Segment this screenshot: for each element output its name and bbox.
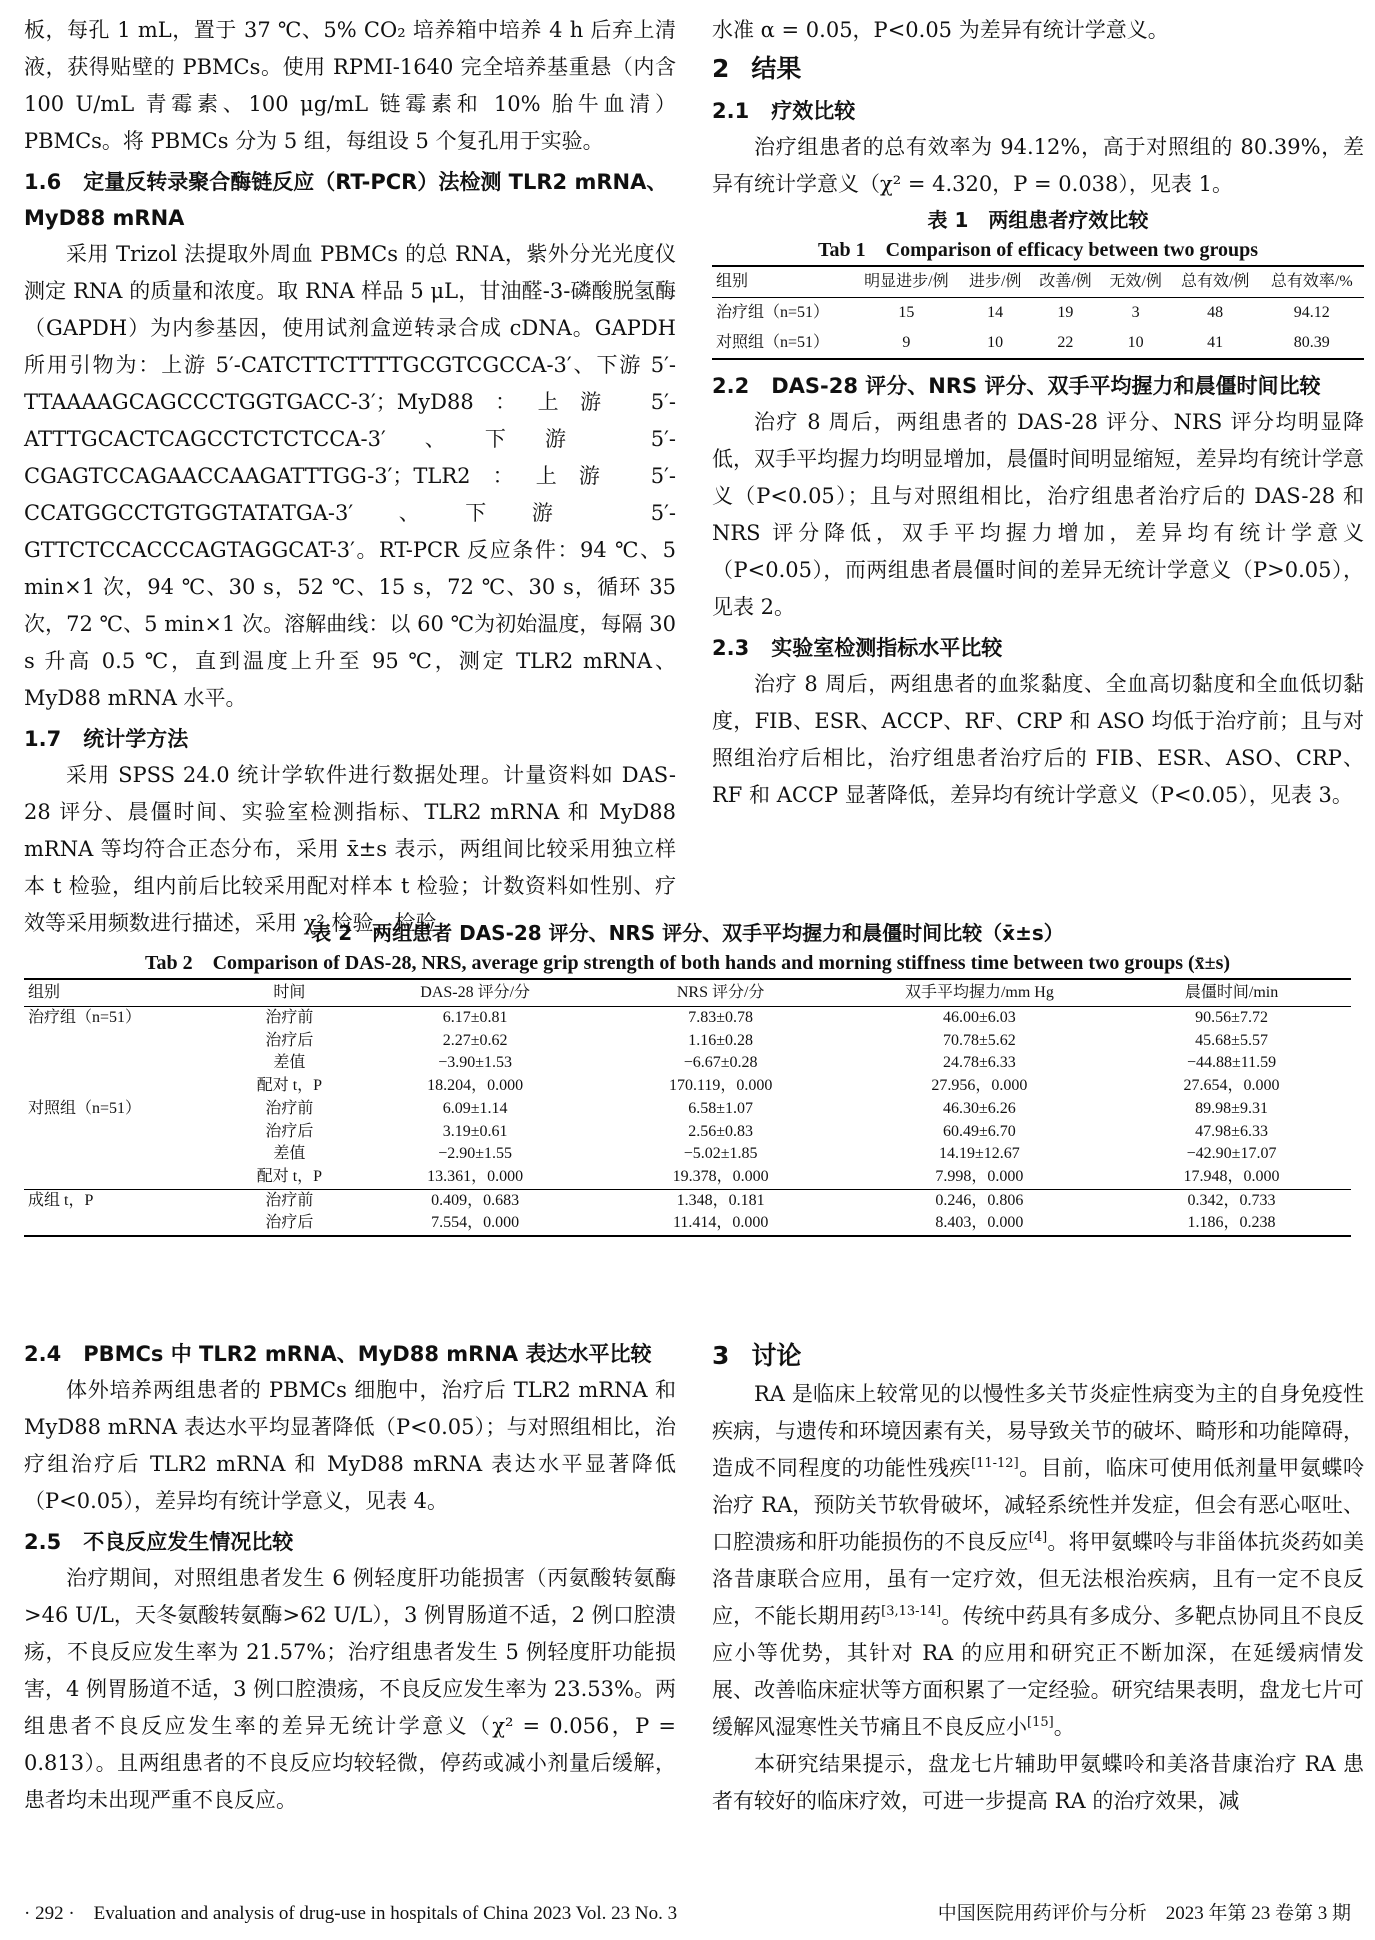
table-cell: 成组 t，P [24, 1189, 223, 1212]
table-cell: 治疗组（n=51） [716, 304, 830, 321]
paragraph-adverse-reactions: 治疗期间，对照组患者发生 6 例轻度肝功能损害（丙氨酸转氨酶>46 U/L，天冬氨酸转氨酶>62 U/L），3 例胃肠道不适，2 例口腔溃疡，不良反应发生率为 21.57%；治疗组患者发生 5 例轻度肝功能损害，4 例胃肠道不适，3 例口腔溃疡，不良反应发生率为 23.53%。两组患者不良反应发生率的差异无统计学意义（χ² = 0.056，P = 0.813）。且两组患者的不良反应均较轻微，停药或减小剂量后缓解，患者均未出现严重不良反应。 [24, 1566, 676, 1812]
right-column-top [712, 12, 1364, 814]
table-cell: 15 [898, 304, 915, 321]
table-1-caption-cn: 表 1 两组患者疗效比较 [927, 208, 1149, 232]
table-cell [24, 1143, 223, 1166]
table-row [24, 1052, 1351, 1075]
section-title: 讨论 [751, 1341, 802, 1370]
table-cell: −44.88±11.59 [1186, 1054, 1277, 1072]
table-cell: 对照组（n=51） [716, 334, 830, 351]
table-cell: 6.58±1.07 [688, 1099, 754, 1117]
table-header-cell: DAS-28 评分/分 [356, 979, 595, 1007]
section-number: 2.2 [712, 374, 750, 398]
paragraph-rt-pcr: 采用 Trizol 法提取外周血 PBMCs 的总 RNA，紫外分光光度仪测定 RNA 的质量和浓度。取 RNA 样品 5 μL，甘油醛-3-磷酸脱氢酶（GAPDH）为内参基因，使用试剂盒逆转录合成 cDNA。GAPDH 所用引物为：上游 5′-CATCTTCTTTTGCGTCGCCA-3′、下游 5′-TTAAAAGCAGCCCTGGTGACC-3′；MyD88：上游 5′-ATTTGCACTCAGCCTCTCTCCA-3′、下游 5′-CGAGTCCAGAACCAAGATTTGG-3′；TLR2：上游 5′-CCATGGCCTGTGGTATATGA-3′、下游 5′-GTTCTCCACCCAGTAGGCAT-3′。RT-PCR 反应条件：94 ℃、5 min×1 次，94 ℃、30 s，52 ℃、15 s，72 ℃、30 s，循环 35 次，72 ℃、5 min×1 次。溶解曲线：以 60 ℃为初始温度，每隔 30 s 升高 0.5 ℃，直到温度上升至 95 ℃，测定 TLR2 mRNA、MyD88 mRNA 水平。 [24, 242, 676, 710]
table-header-cell: 总有效率/% [1260, 266, 1364, 298]
table-cell: 19.378，0.000 [672, 1167, 769, 1185]
section-heading-2-5 [24, 1524, 676, 1560]
table-cell: 10 [987, 334, 1004, 351]
table-cell: 治疗前 [265, 1009, 314, 1026]
table-row [712, 298, 1364, 329]
table-cell: −42.90±17.07 [1186, 1145, 1277, 1163]
section-number: 2.4 [24, 1342, 62, 1366]
section-number: 3 [712, 1341, 730, 1370]
paragraph-lab-results: 治疗 8 周后，两组患者的血浆黏度、全血高切黏度和全血低切黏度，FIB、ESR、ACCP、RF、CRP 和 ASO 均低于治疗前；且与对照组治疗后相比，治疗组患者治疗后的 FIB、ESR、ASO、CRP、RF 和 ACCP 显著降低，差异均有统计学意义（P<0.05），见表 3。 [712, 672, 1364, 807]
citation-ref: [3,13-14] [881, 1604, 942, 1619]
table-header-cell: 组别 [24, 979, 223, 1007]
table-cell [24, 1166, 223, 1189]
table-cell: −5.02±1.85 [683, 1145, 758, 1163]
table-header-cell: 无效/例 [1101, 266, 1171, 298]
table-cell: 46.30±6.26 [943, 1099, 1016, 1117]
table-cell: 90.56±7.72 [1195, 1009, 1268, 1026]
table-2 [24, 918, 1351, 1237]
table-cell: −3.90±1.53 [438, 1054, 513, 1072]
table-cell: 9 [902, 334, 911, 351]
section-heading-3 [712, 1336, 1364, 1376]
citation-ref: [15] [1027, 1715, 1054, 1730]
paragraph-efficacy: 治疗组患者的总有效率为 94.12%，高于对照组的 80.39%，差异有统计学意义（χ² = 4.320，P = 0.038），见表 1。 [712, 135, 1364, 196]
table-cell: 89.98±9.31 [1195, 1099, 1268, 1117]
table-cell: 6.09±1.14 [442, 1099, 508, 1117]
table-cell: 7.554，0.000 [431, 1214, 520, 1232]
citation-ref: [4] [1028, 1530, 1048, 1545]
table-cell: 1.348，0.181 [595, 1189, 847, 1212]
table-1 [712, 205, 1364, 360]
table-cell: 治疗组（n=51） [28, 1009, 142, 1026]
table-cell: 10 [1127, 334, 1144, 351]
table-cell: 1.186，0.238 [1187, 1214, 1276, 1232]
paragraph-discussion-1 [712, 1376, 1364, 1746]
table-cell: 0.409，0.683 [356, 1189, 595, 1212]
footer-left: · 292 · Evaluation and analysis of drug-use in hospitals of China 2023 Vol. 23 No. 3 [24, 1903, 678, 1924]
table-cell: 18.204，0.000 [427, 1077, 524, 1095]
paragraph-significance: 水准 α = 0.05，P<0.05 为差异有统计学意义。 [712, 18, 1169, 42]
section-heading-2-1 [712, 93, 1364, 129]
table-cell: 80.39 [1293, 334, 1330, 351]
table-cell: 46.00±6.03 [943, 1009, 1016, 1026]
text-run: 。传统中药具有多成分、多靶点协同且不良反应小等优势，其针对 RA 的应用和研究正不断加深，在延缓病情发展、改善临床症状等方面积累了一定经验。研究结果表明，盘龙七片可缓解风湿寒性关节痛且不良反应小 [712, 1604, 1365, 1739]
table-cell: 41 [1207, 334, 1224, 351]
table-cell [24, 1052, 223, 1075]
section-title: 疗效比较 [771, 99, 856, 123]
text-run: RA 是临床上较常见的以慢性多关节炎症性病变为主的自身免疫性疾病，与遗传和环境因素有关，易导致关节的破坏、畸形和功能障碍，造成不同程度的功能性残疾 [712, 1382, 1364, 1480]
table-cell: 45.68±5.57 [1195, 1031, 1268, 1049]
table-cell: 3 [1131, 304, 1140, 321]
table-cell: 配对 t，P [256, 1167, 323, 1185]
table-cell: 6.17±0.81 [442, 1009, 508, 1026]
table-row [24, 1075, 1351, 1098]
section-title: 定量反转录聚合酶链反应（RT-PCR）法检测 TLR2 mRNA、MyD88 mRNA [24, 170, 668, 230]
table-header-cell: 双手平均握力/mm Hg [847, 979, 1112, 1007]
section-number: 2.1 [712, 99, 750, 123]
table-cell: 3.19±0.61 [442, 1122, 508, 1140]
table-header-cell: 组别 [712, 266, 853, 298]
paragraph-discussion-2: 本研究结果提示，盘龙七片辅助甲氨蝶呤和美洛昔康治疗 RA 患者有较好的临床疗效，可进一步提高 RA 的治疗效果，减 [712, 1752, 1364, 1813]
table-cell: 差值 [273, 1145, 306, 1163]
table-cell: 治疗前 [265, 1099, 314, 1117]
table-cell: 170.119，0.000 [668, 1077, 773, 1095]
section-number: 1.7 [24, 727, 62, 751]
left-column-bottom [24, 1336, 676, 1819]
table-1-grid [712, 265, 1364, 360]
table-row [24, 1121, 1351, 1144]
table-cell: 配对 t，P [256, 1077, 323, 1095]
table-cell: 治疗后 [265, 1031, 314, 1049]
page-footer [24, 1898, 1351, 1925]
table-cell: 19 [1057, 304, 1074, 321]
table-cell: 14.19±12.67 [939, 1145, 1020, 1163]
section-title: 不良反应发生情况比较 [83, 1530, 294, 1554]
footer-right: 中国医院用药评价与分析 2023 年第 23 卷第 3 期 [937, 1903, 1351, 1924]
table-cell: 27.654，0.000 [1183, 1077, 1280, 1095]
table-row [24, 1143, 1351, 1166]
section-heading-2-4 [24, 1336, 676, 1372]
section-heading-2 [712, 49, 1364, 89]
table-cell: −6.67±0.28 [683, 1054, 758, 1072]
table-cell: 60.49±6.70 [943, 1122, 1016, 1140]
table-cell [24, 1075, 223, 1098]
section-title: DAS-28 评分、NRS 评分、双手平均握力和晨僵时间比较 [771, 374, 1321, 398]
paragraph-pbmc-culture: 板，每孔 1 mL，置于 37 ℃、5% CO₂ 培养箱中培养 4 h 后弃上清液，获得贴壁的 PBMCs。使用 RPMI-1640 完全培养基重悬（内含 100 U/mL 青霉素、100 μg/mL 链霉素和 10% 胎牛血清）PBMCs。将 PBMCs 分为 5 组，每组设 5 个复孔用于实验。 [24, 18, 676, 153]
table-header-cell: 晨僵时间/min [1112, 979, 1351, 1007]
table-cell: 70.78±5.62 [943, 1031, 1016, 1049]
table-cell: 2.56±0.83 [688, 1122, 754, 1140]
table-cell: 24.78±6.33 [943, 1054, 1016, 1072]
table-cell: 48 [1207, 304, 1224, 321]
table-cell: 94.12 [1293, 304, 1330, 321]
table-row [24, 1007, 1351, 1030]
section-heading-2-2 [712, 368, 1364, 404]
table-cell: 47.98±6.33 [1195, 1122, 1268, 1140]
text-run: 。 [1053, 1715, 1075, 1739]
section-heading-1-6 [24, 164, 676, 236]
table-cell: 对照组（n=51） [28, 1099, 142, 1117]
table-cell: 7.998，0.000 [935, 1167, 1024, 1185]
table-row [24, 1030, 1351, 1053]
table-cell [24, 1030, 223, 1053]
section-heading-2-3 [712, 630, 1364, 666]
table-cell: 差值 [273, 1054, 306, 1072]
table-header-row [24, 979, 1351, 1007]
table-row [24, 1098, 1351, 1121]
section-number: 2.5 [24, 1530, 62, 1554]
section-title: 统计学方法 [83, 727, 189, 751]
section-number: 1.6 [24, 170, 62, 194]
right-column-bottom [712, 1336, 1364, 1820]
table-header-cell: 总有效/例 [1171, 266, 1260, 298]
table-header-cell: 时间 [223, 979, 356, 1007]
table-header-cell: 明显进步/例 [853, 266, 960, 298]
table-header-row [712, 266, 1364, 298]
paragraph-das28-results: 治疗 8 周后，两组患者的 DAS-28 评分、NRS 评分均明显降低，双手平均握力均明显增加，晨僵时间明显缩短，差异均有统计学意义（P<0.05）；且与对照组相比，治疗组患者治疗后的 DAS-28 和 NRS 评分降低，双手平均握力增加，差异均有统计学意义（P<0.05），而两组患者晨僵时间的差异无统计学意义（P>0.05），见表 2。 [712, 410, 1364, 619]
table-cell: 22 [1057, 334, 1074, 351]
table-row [24, 1212, 1351, 1236]
section-number: 2 [712, 54, 730, 83]
table-2-caption-cn: 表 2 两组患者 DAS-28 评分、NRS 评分、双手平均握力和晨僵时间比较（x̄±s） [311, 921, 1064, 945]
text-run: 。目前，临床可使用低剂量甲氨蝶呤治疗 RA，预防关节软骨破坏，减轻系统性并发症，但会有恶心呕吐、口腔溃疡和肝功能损伤的不良反应 [712, 1456, 1365, 1554]
table-cell: 8.403，0.000 [935, 1214, 1024, 1232]
citation-ref: [11-12] [971, 1456, 1019, 1471]
table-header-cell: 进步/例 [960, 266, 1030, 298]
table-row [24, 1189, 1351, 1212]
table-cell: 治疗后 [265, 1122, 314, 1140]
table-cell [24, 1212, 223, 1236]
table-cell: −2.90±1.55 [438, 1145, 513, 1163]
table-cell: 2.27±0.62 [442, 1031, 508, 1049]
table-cell: 17.948，0.000 [1183, 1167, 1280, 1185]
table-cell [24, 1121, 223, 1144]
table-cell: 27.956，0.000 [931, 1077, 1028, 1095]
section-title: 结果 [751, 54, 802, 83]
table-cell: 7.83±0.78 [688, 1009, 754, 1026]
table-header-cell: NRS 评分/分 [595, 979, 847, 1007]
table-cell: 11.414，0.000 [672, 1214, 769, 1232]
table-cell: 治疗后 [265, 1214, 314, 1232]
table-cell: 0.246，0.806 [847, 1189, 1112, 1212]
text-run: 。将甲氨蝶呤与非甾体抗炎药如美洛昔康联合应用，虽有一定疗效，但无法根治疾病，且有一定不良反应，不能长期用药 [712, 1530, 1365, 1628]
table-cell: 1.16±0.28 [688, 1031, 754, 1049]
table-cell: 14 [987, 304, 1004, 321]
table-2-grid [24, 978, 1351, 1237]
table-1-caption-en: Tab 1 Comparison of efficacy between two groups [818, 239, 1258, 261]
table-row [712, 328, 1364, 359]
table-2-caption-en: Tab 2 Comparison of DAS-28, NRS, average grip strength of both hands and morning stiffness time between two groups (x̄±s) [144, 952, 1231, 974]
table-cell: 治疗前 [223, 1189, 356, 1212]
table-cell: 13.361，0.000 [427, 1167, 524, 1185]
left-column-top [24, 12, 676, 942]
section-title: PBMCs 中 TLR2 mRNA、MyD88 mRNA 表达水平比较 [83, 1342, 652, 1366]
section-number: 2.3 [712, 636, 750, 660]
paragraph-statistics: 采用 SPSS 24.0 统计学软件进行数据处理。计量资料如 DAS-28 评分、晨僵时间、实验室检测指标、TLR2 mRNA 和 MyD88 mRNA 等均符合正态分布，采用 x̄±s 表示，两组间比较采用独立样本 t 检验，组内前后比较采用配对样本 t 检验；计数资料如性别、疗效等采用频数进行描述，采用 χ² 检验，检验 [24, 763, 676, 935]
table-row [24, 1166, 1351, 1189]
table-header-cell: 改善/例 [1030, 266, 1100, 298]
section-title: 实验室检测指标水平比较 [771, 636, 1003, 660]
section-heading-1-7 [24, 721, 676, 757]
table-cell: 0.342，0.733 [1112, 1189, 1351, 1212]
paragraph-mrna-expression: 体外培养两组患者的 PBMCs 细胞中，治疗后 TLR2 mRNA 和 MyD88 mRNA 表达水平均显著降低（P<0.05）；与对照组相比，治疗组治疗后 TLR2 mRNA 和 MyD88 mRNA 表达水平显著降低（P<0.05），差异均有统计学意义，见表 4。 [24, 1378, 676, 1513]
